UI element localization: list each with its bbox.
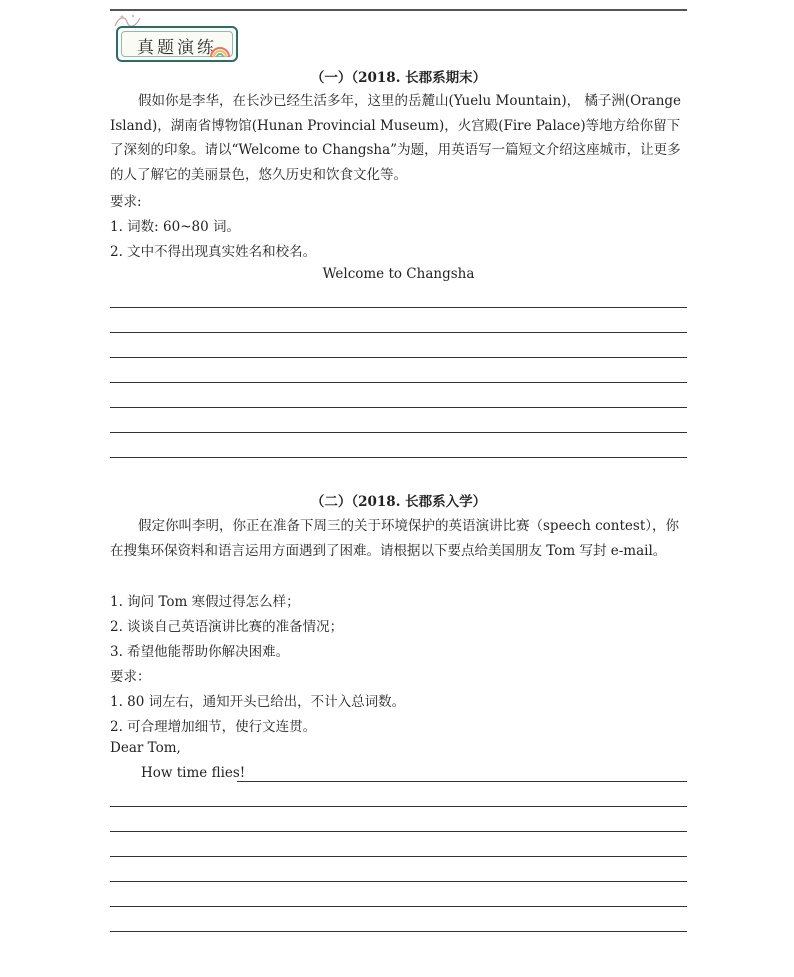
exercise1-requirement-1: 1. 词数: 60~80 词。: [110, 219, 240, 235]
writing-line: [110, 881, 687, 882]
exercise2-requirement-2: 2. 可合理增加细节，使行文连贯。: [110, 719, 317, 735]
writing-line: [110, 457, 687, 458]
rainbow-icon: [209, 44, 231, 58]
exercise2-point-2: 2. 谈谈自己英语演讲比赛的准备情况；: [110, 619, 344, 635]
writing-line: [110, 806, 687, 807]
top-rule: [110, 9, 687, 11]
exercise2-heading: （二）（2018. 长郡系入学）: [310, 494, 487, 510]
letter-opening: How time flies!: [141, 765, 246, 781]
writing-line: [110, 407, 687, 408]
exercise1-requirements-label: 要求:: [110, 194, 142, 210]
exercise2-paragraph: 假定你叫李明，你正在准备下周三的关于环境保护的英语演讲比赛（speech contest），你在搜集环保资料和语言运用方面遇到了困难。请根据以下要点给美国朋友 Tom 写封 e-mail。: [110, 518, 679, 559]
writing-line: [110, 831, 687, 832]
writing-line: [110, 931, 687, 932]
writing-line: [110, 332, 687, 333]
letter-greeting: Dear Tom,: [110, 740, 181, 756]
exercise1-requirement-2: 2. 文中不得出现真实姓名和校名。: [110, 244, 317, 260]
exercise1-paragraph: 假如你是李华，在长沙已经生活多年，这里的岳麓山(Yuelu Mountain)， 橘子洲(Orange Island)，湖南省博物馆(Hunan Provincial Museum)，火宫殿(Fire Palace)等地方给你留下了深刻的印象。请以“Welcome to Changsha”为题，用英语写一篇短文介绍这座城市，让更多的人了解它的美丽景色，悠久历史和饮食文化等。: [110, 93, 682, 183]
writing-line: [110, 432, 687, 433]
essay-title: Welcome to Changsha: [322, 266, 475, 282]
writing-line: [110, 906, 687, 907]
writing-line: [110, 856, 687, 857]
writing-line: [110, 382, 687, 383]
exercise2-point-1: 1. 询问 Tom 寒假过得怎么样；: [110, 594, 300, 610]
section-badge-label: 真题演练: [137, 38, 217, 58]
writing-line: [110, 307, 687, 308]
exercise1-heading: （一）（2018. 长郡系期末）: [310, 70, 487, 86]
exercise2-requirement-1: 1. 80 词左右，通知开头已给出，不计入总词数。: [110, 694, 406, 710]
exercise2-requirements-label: 要求：: [110, 669, 151, 685]
writing-line: [237, 781, 687, 782]
writing-line: [110, 357, 687, 358]
exercise2-point-3: 3. 希望他能帮助你解决困难。: [110, 644, 290, 660]
